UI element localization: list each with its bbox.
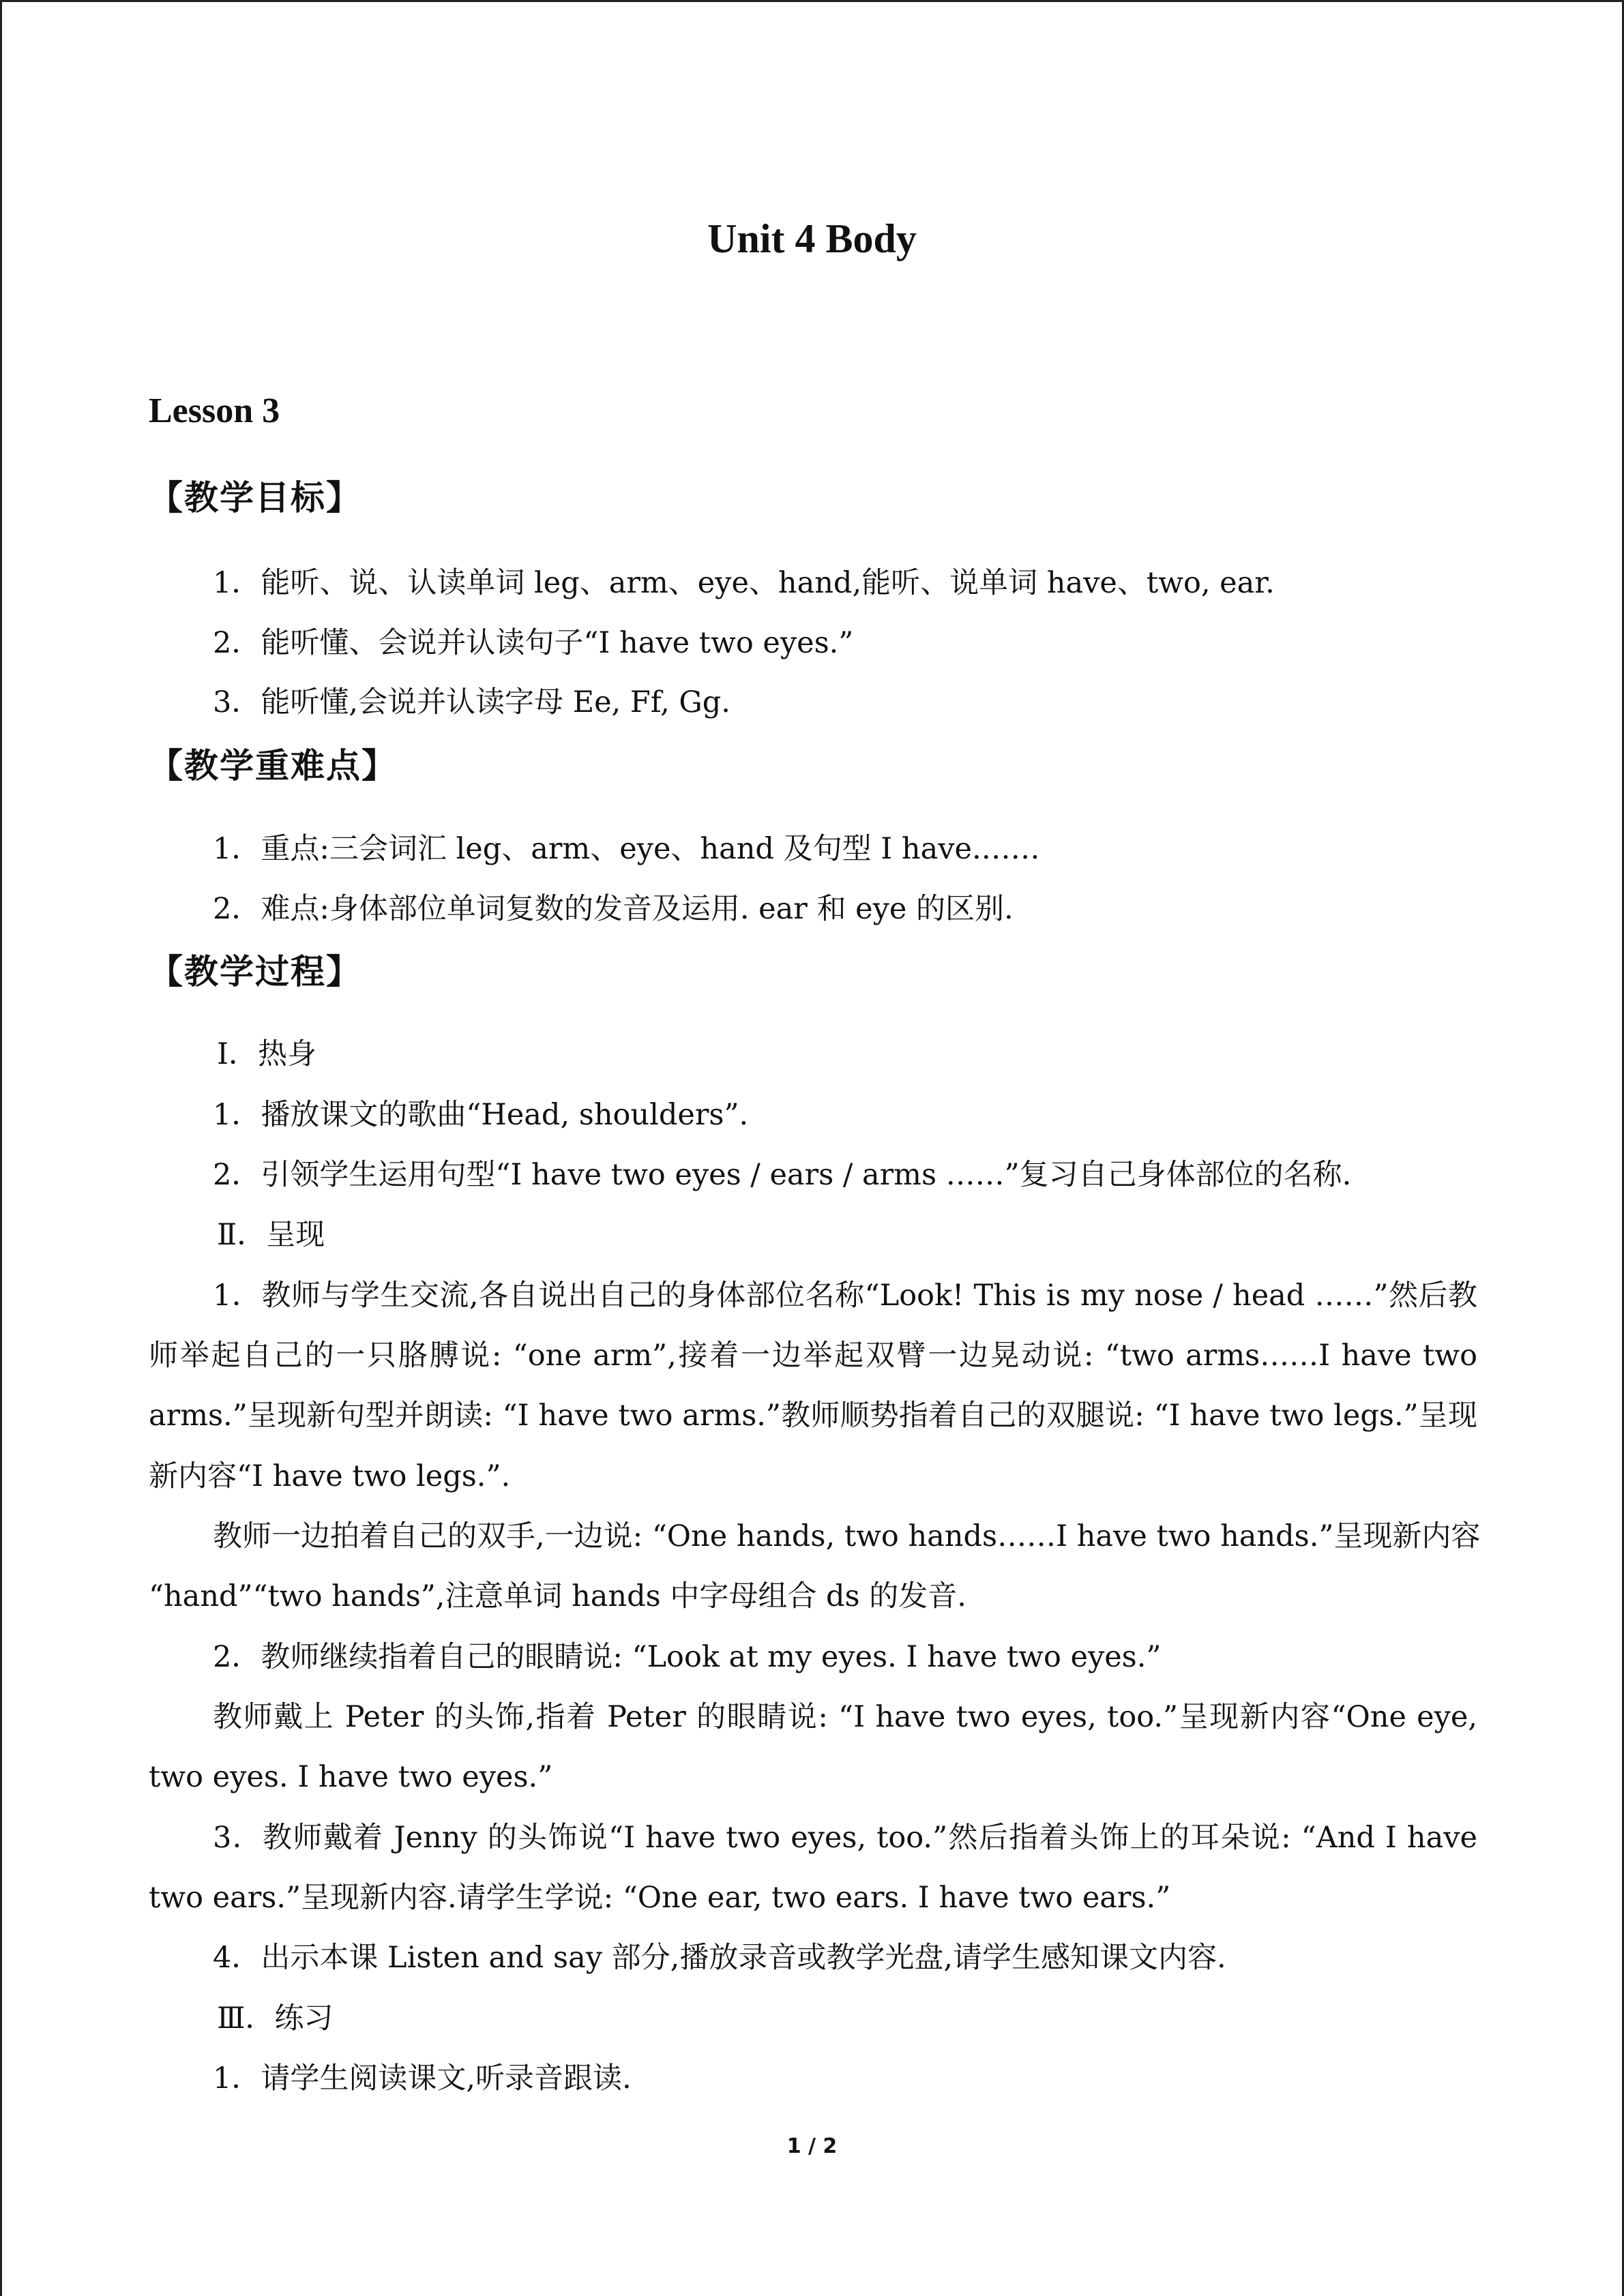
page-number: 1 / 2 bbox=[786, 2134, 838, 2158]
section-heading-key-points: 【教学重难点】 bbox=[149, 746, 397, 786]
process-line: 2．引领学生运用句型“I have two eyes / ears / arms ……”复习自己身体部位的名称. bbox=[213, 1158, 1352, 1192]
process-line: 师举起自己的一只胳膊说: “one arm”,接着一边举起双臂一边晃动说: “two arms……I have two bbox=[149, 1339, 1477, 1373]
objective-item: 2．能听懂、会说并认读句子“I have two eyes.” bbox=[213, 626, 854, 660]
process-line: 1．教师与学生交流,各自说出自己的身体部位名称“Look! This is my nose / head ……”然后教 bbox=[213, 1279, 1477, 1313]
process-line: “hand”“two hands”,注意单词 hands 中字母组合 ds 的发音. bbox=[149, 1579, 966, 1613]
objective-item: 1．能听、说、认读单词 leg、arm、eye、hand,能听、说单词 have、two, ear. bbox=[213, 566, 1275, 600]
process-subheading-warmup: Ⅰ．热身 bbox=[217, 1037, 316, 1071]
process-line: 新内容“I have two legs.”. bbox=[149, 1459, 511, 1493]
process-line: two ears.”呈现新内容.请学生学说: “One ear, two ears. I have two ears.” bbox=[149, 1881, 1171, 1915]
process-line: 教师戴上 Peter 的头饰,指着 Peter 的眼睛说: “I have two eyes, too.”呈现新内容“One eye, bbox=[213, 1700, 1477, 1734]
section-heading-objectives: 【教学目标】 bbox=[149, 478, 361, 518]
objective-item: 3．能听懂,会说并认读字母 Ee, Ff, Gg. bbox=[213, 685, 730, 719]
process-line: arms.”呈现新句型并朗读: “I have two arms.”教师顺势指着自己的双腿说: “I have two legs.”呈现 bbox=[149, 1399, 1477, 1433]
section-heading-process: 【教学过程】 bbox=[149, 952, 361, 992]
process-line: 4．出示本课 Listen and say 部分,播放录音或教学光盘,请学生感知课文内容. bbox=[213, 1941, 1226, 1975]
process-line: 1．请学生阅读课文,听录音跟读. bbox=[213, 2061, 632, 2096]
process-subheading-presentation: Ⅱ．呈现 bbox=[217, 1218, 325, 1252]
process-line: 1．播放课文的歌曲“Head, shoulders”. bbox=[213, 1098, 749, 1132]
key-point-item: 1．重点:三会词汇 leg、arm、eye、hand 及句型 I have.…… bbox=[213, 832, 1040, 866]
process-line: two eyes. I have two eyes.” bbox=[149, 1760, 553, 1794]
lesson-heading: Lesson 3 bbox=[149, 391, 280, 430]
process-line: 2．教师继续指着自己的眼睛说: “Look at my eyes. I have two eyes.” bbox=[213, 1640, 1162, 1674]
process-line: 教师一边拍着自己的双手,一边说: “One hands, two hands……I have two hands.”呈现新内容 bbox=[213, 1519, 1481, 1553]
process-line: 3．教师戴着 Jenny 的头饰说“I have two eyes, too.”然后指着头饰上的耳朵说: “And I have bbox=[213, 1821, 1477, 1855]
key-point-item: 2．难点:身体部位单词复数的发音及运用. ear 和 eye 的区别. bbox=[213, 892, 1014, 926]
process-subheading-practice: Ⅲ．练习 bbox=[217, 2001, 334, 2036]
document-title: Unit 4 Body bbox=[707, 216, 917, 261]
